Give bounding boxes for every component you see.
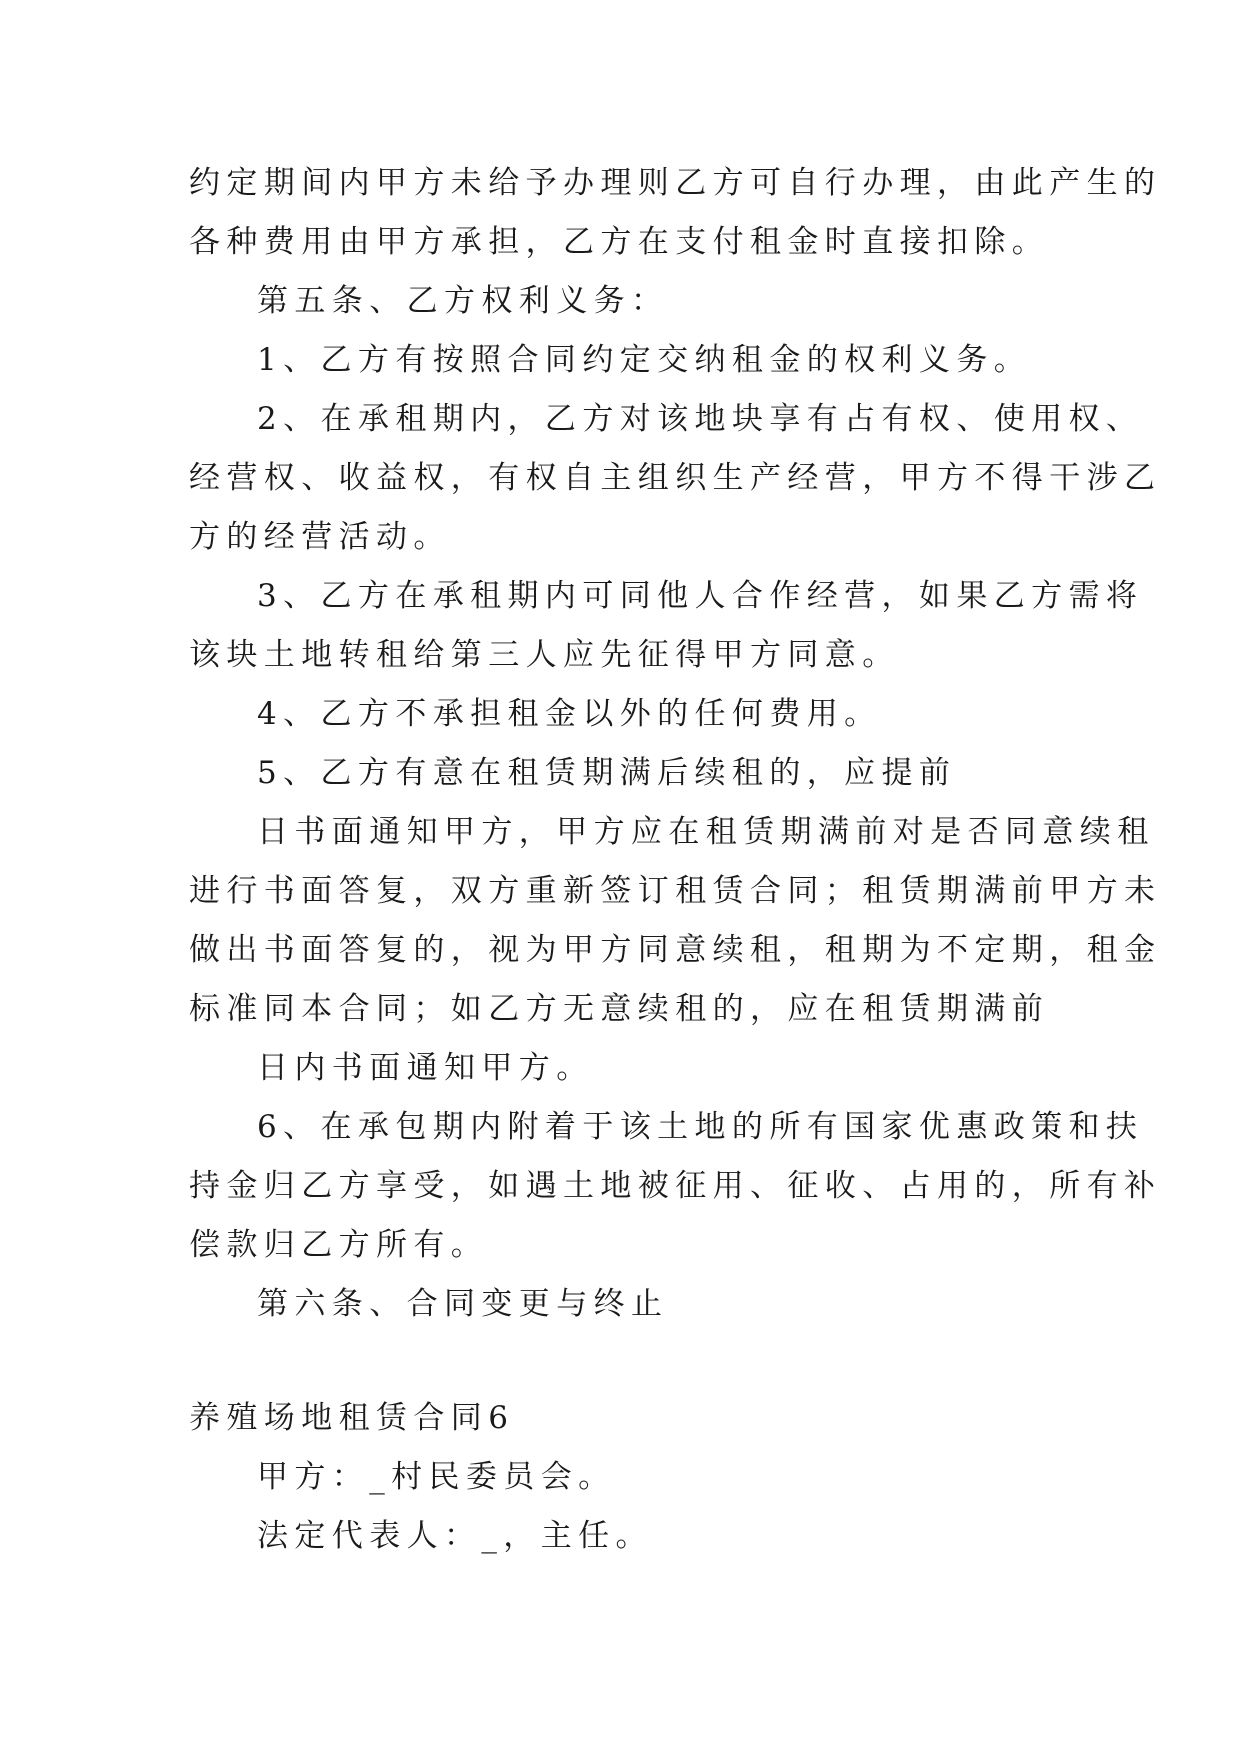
text-line: 日内书面通知甲方。 bbox=[257, 1050, 594, 1086]
text-line: 经营权、收益权，有权自主组织生产经营，甲方不得干涉乙 bbox=[189, 460, 1162, 496]
text-line: 1、乙方有按照合同约定交纳租金的权利义务。 bbox=[257, 342, 1032, 378]
contract-title: 养殖场地租赁合同6 bbox=[189, 1400, 515, 1436]
text-line: 3、乙方在承租期内可同他人合作经营，如果乙方需将 bbox=[257, 578, 1144, 614]
text-line: 持金归乙方享受，如遇土地被征用、征收、占用的，所有补 bbox=[189, 1168, 1162, 1204]
text-line: 2、在承租期内，乙方对该地块享有占有权、使用权、 bbox=[257, 401, 1144, 437]
legal-representative-line: 法定代表人：_，主任。 bbox=[257, 1518, 653, 1554]
text-line: 偿款归乙方所有。 bbox=[189, 1227, 489, 1263]
text-line: 该块土地转租给第三人应先征得甲方同意。 bbox=[189, 637, 900, 673]
article-heading: 第五条、乙方权利义务： bbox=[257, 283, 669, 319]
text-line: 日书面通知甲方，甲方应在租赁期满前对是否同意续租 bbox=[257, 814, 1155, 850]
text-line: 方的经营活动。 bbox=[189, 519, 451, 555]
text-line: 各种费用由甲方承担，乙方在支付租金时直接扣除。 bbox=[189, 224, 1050, 260]
article-heading: 第六条、合同变更与终止 bbox=[257, 1286, 669, 1322]
text-line: 4、乙方不承担租金以外的任何费用。 bbox=[257, 696, 882, 732]
party-a-line: 甲方：_村民委员会。 bbox=[257, 1459, 616, 1495]
text-line: 5、乙方有意在租赁期满后续租的，应提前 bbox=[257, 755, 957, 791]
text-line: 6、在承包期内附着于该土地的所有国家优惠政策和扶 bbox=[257, 1109, 1144, 1145]
text-line: 做出书面答复的，视为甲方同意续租，租期为不定期，租金 bbox=[189, 932, 1162, 968]
text-line: 约定期间内甲方未给予办理则乙方可自行办理，由此产生的 bbox=[189, 165, 1162, 201]
text-line: 进行书面答复，双方重新签订租赁合同；租赁期满前甲方未 bbox=[189, 873, 1162, 909]
text-line: 标准同本合同；如乙方无意续租的，应在租赁期满前 bbox=[189, 991, 1050, 1027]
